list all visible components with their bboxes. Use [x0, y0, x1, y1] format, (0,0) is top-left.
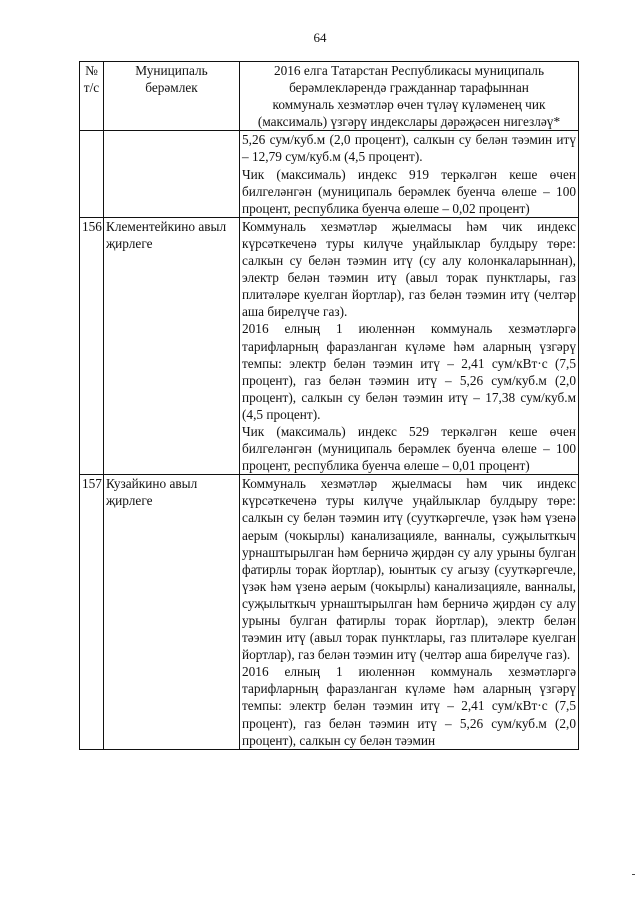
header-num-line: №	[85, 63, 98, 78]
municipality-name: Кузайкино авыл җирлеге	[104, 475, 240, 750]
justification-cell	[240, 131, 579, 217]
table-row	[80, 217, 579, 474]
paragraph: Коммуналь хезмәтләр җыелмасы һәм чик индекс күрсәткеченә туры килүче уңайлыклар булдыру төре: салкын су белән тәэмин итү (су алу колонкаларыннан), электр белән тәэмин итү (авыл торак пунктлары, газ плитәләре куелган йортлар), газ белән тәэмин итү (челтәр аша бирелүче газ).	[242, 218, 576, 320]
table-body	[80, 131, 579, 749]
table-header	[80, 62, 579, 131]
header-text-line: 2016 елга Татарстан Республикасы муниципаль	[273, 63, 545, 78]
paragraph: 5,26 сум/куб.м (2,0 процент), салкын су белән тәэмин итү – 12,79 сум/куб.м (4,5 процент).	[242, 132, 576, 165]
paragraph: Чик (максималь) индекс 529 теркәлгән кеше өчен билгеләнгән (муниципаль берәмлек буенча өлеше – 100 процент, республика буенча өлеше – 0,01 процент)	[242, 423, 576, 474]
header-name	[104, 62, 240, 131]
municipality-name	[104, 131, 240, 217]
tariff-table	[79, 61, 579, 750]
paragraph: 2016 елның 1 июленнән коммуналь хезмәтләргә тарифларның фаразланган күләме һәм аларның үзгәрү темпы: электр белән тәэмин итү – 2,41 сум/кВт·с (7,5 процент), газ белән тәэмин итү – 5,26 сум/куб.м (2,0 процент), салкын су белән тәэмин	[242, 664, 576, 748]
justification-cell	[240, 217, 579, 474]
table-row	[80, 475, 579, 750]
paragraph: Чик (максималь) индекс 919 теркәлгән кеше өчен билгеләнгән (муниципаль берәмлек буенча өлеше – 100 процент, республика буенча өлеше – 0,02 процент)	[242, 166, 576, 216]
scan-mark	[632, 874, 635, 875]
table-row	[80, 131, 579, 217]
paragraph: Коммуналь хезмәтләр җыелмасы һәм чик индекс күрсәткеченә туры килүче уңайлыклар булдыру төре: салкын су белән тәэмин итү (сууткәргечле, үзәк һәм үзенә аерым (чокырлы) канализацияле, ванналы, суҗылыткыч урнаштырылган һәм берничә җирдән су алу урыны булган фатирлы торак йортлар), юынтык су агызу (сууткәргечле, үзәк һәм үзенә аерым (чокырлы) канализацияле, ванналы, суҗылыткыч урнаштырылган һәм берничә җирдән су алу урыны булган фатирлы торак йортлар), электр белән тәэмин итү (авыл торак пунктлары, газ плитәләре куелган йортлар), газ белән тәэмин итү (челтәр аша бирелүче газ).	[242, 476, 576, 663]
header-text-line: берәмлекләрендә гражданнар тарафыннан	[289, 80, 529, 96]
page-number: 64	[313, 30, 327, 45]
header-text-line: (максималь) үзгәрү индекслары дәрәҗәсен нигезләү*	[257, 114, 561, 130]
header-num-line: т/с	[83, 80, 100, 96]
header-row	[80, 62, 579, 131]
row-number: 156	[80, 217, 104, 474]
row-number	[80, 131, 104, 217]
row-number: 157	[80, 475, 104, 750]
justification-cell	[240, 475, 579, 750]
header-num	[80, 62, 104, 131]
header-name-line: берәмлек	[145, 80, 198, 96]
header-text-line: коммуналь хезмәтләр өчен түләү күләменең чик	[272, 97, 546, 113]
header-name-line: Муниципаль	[135, 63, 208, 78]
municipality-name: Клементейкино авыл җирлеге	[104, 217, 240, 474]
paragraph: 2016 елның 1 июленнән коммуналь хезмәтләргә тарифларның фаразланган күләме һәм аларның үзгәрү темпы: электр белән тәэмин итү – 2,41 сум/кВт·с (7,5 процент), газ белән тәэмин итү – 5,26 сум/куб.м (2,0 процент), салкын су белән тәэмин итү – 17,38 сум/куб.м (4,5 процент).	[242, 321, 576, 422]
header-text	[240, 62, 579, 131]
